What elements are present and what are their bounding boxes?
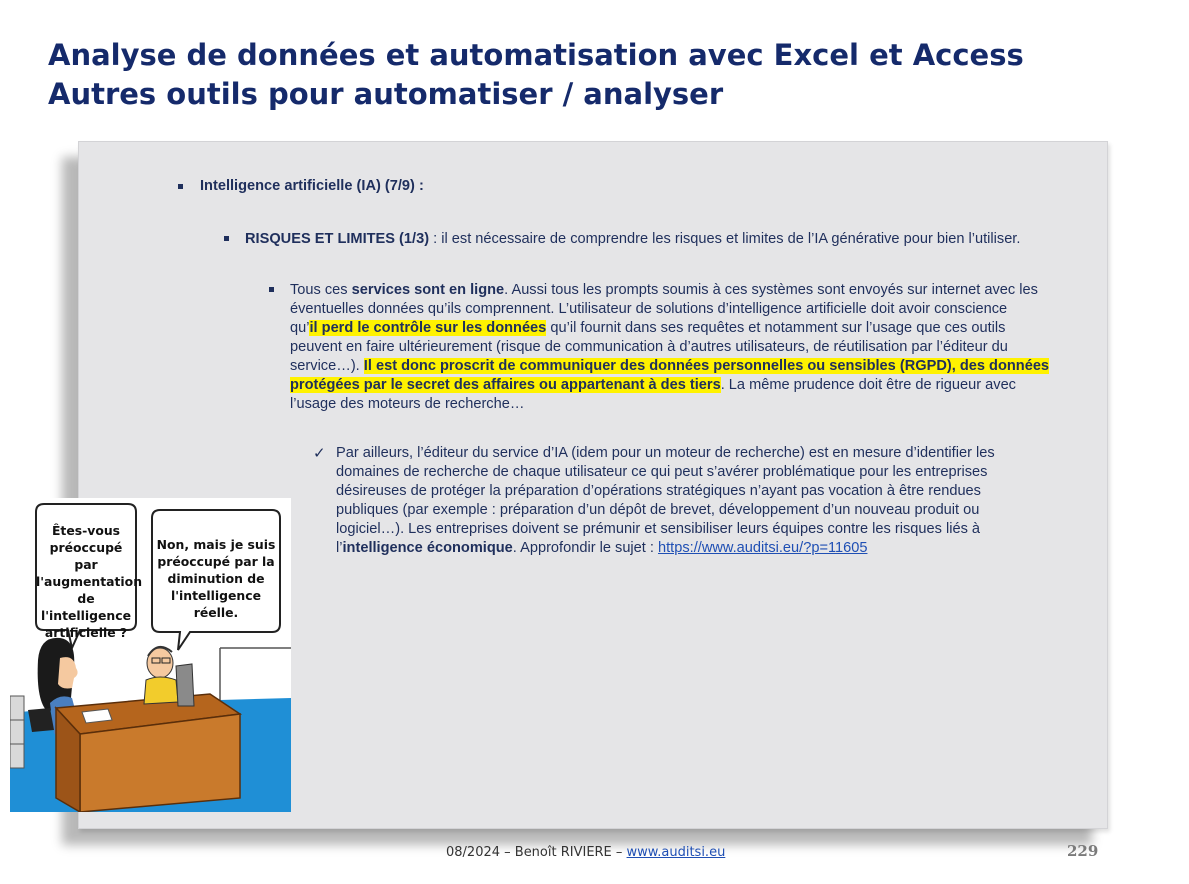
slide-subtitle: Autres outils pour automatiser / analyser: [48, 77, 724, 111]
bullet-level1: Intelligence artificielle (IA) (7/9) :: [200, 178, 424, 194]
article-link[interactable]: https://www.auditsi.eu/?p=11605: [658, 540, 868, 556]
bullet-square-icon: [224, 236, 229, 241]
text-segment: qu’: [290, 320, 310, 336]
highlighted-text: Il est donc proscrit de communiquer des données personnelles ou sensibles (RGPD), des données: [363, 358, 1050, 374]
paragraph-line: [290, 395, 1105, 414]
slide-title-block: [48, 36, 1024, 114]
paragraph-line: [336, 482, 1106, 501]
bullet-square-icon: [269, 287, 274, 292]
text-segment: qu’il fournit dans ses requêtes et notamment sur l’usage que ces outils: [546, 320, 1006, 336]
text-segment: service…).: [290, 358, 364, 374]
paragraph-line: [336, 463, 1106, 482]
paragraph-line: [290, 319, 1105, 338]
footer-link[interactable]: www.auditsi.eu: [626, 845, 726, 860]
slide-title: Analyse de données et automatisation avec Excel et Access: [48, 38, 1024, 72]
checkmark-icon: ✓: [313, 445, 326, 462]
bold-text: intelligence économique: [342, 540, 513, 556]
text-segment: . La même prudence doit être de rigueur avec: [720, 377, 1016, 393]
paragraph-line: [336, 520, 1106, 539]
text-segment: peuvent en faire ultérieurement (risque de communication à d’autres utilisateurs, de réutilisation par l’éditeur du: [290, 339, 1008, 355]
bullet-square-icon: [178, 184, 183, 189]
footer-text: 08/2024 – Benoît RIVIERE –: [446, 845, 627, 860]
risques-heading: RISQUES ET LIMITES (1/3): [245, 231, 430, 247]
paragraph-line: [290, 338, 1105, 357]
highlighted-text: protégées par le secret des affaires ou appartenant à des tiers: [290, 377, 721, 393]
paragraph-line: [290, 376, 1105, 395]
paragraph-services-en-ligne: [290, 281, 1105, 414]
text-segment: . Aussi tous les prompts soumis à ces systèmes sont envoyés sur internet avec les: [504, 282, 1038, 298]
text-segment: Par ailleurs, l’éditeur du service d’IA (idem pour un moteur de recherche) est en mesure d’identifier les: [336, 445, 995, 461]
text-segment: Tous ces: [290, 282, 352, 298]
risques-text: : il est nécessaire de comprendre les risques et limites de l’IA générative pour bien l’utiliser.: [429, 231, 1021, 247]
highlighted-text: il perd le contrôle sur les données: [309, 320, 547, 336]
text-segment: désireuses de protéger la préparation d’opérations stratégiques n’ayant pas vocation à être rendues: [336, 483, 981, 499]
page-number: 229: [1067, 842, 1099, 860]
paragraph-line: [336, 444, 1106, 463]
text-segment: logiciel…). Les entreprises doivent se prémunir et sensibiliser leurs équipes contre les risques liés à: [336, 521, 981, 537]
text-segment: domaines de recherche de chaque utilisateur ce qui peut s’avérer problématique pour les entreprises: [336, 464, 988, 480]
footer: [446, 845, 725, 860]
bold-text: services sont en ligne: [351, 282, 505, 298]
paragraph-editeur-service: [336, 444, 1106, 558]
text-segment: l’: [336, 540, 343, 556]
paragraph-line: [290, 357, 1105, 376]
bubble-right-text: Non, mais je suis préoccupé par la diminution de l'intelligence réelle.: [156, 537, 276, 620]
paragraph-line: [336, 539, 1106, 558]
paragraph-line: [290, 300, 1105, 319]
text-segment: éventuelles données qu’ils comprennent. L’utilisateur de solutions d’intelligence artificielle doit avoir conscience: [290, 301, 1008, 317]
text-segment: . Approfondir le sujet :: [512, 540, 659, 556]
text-segment: publiques (par exemple : préparation d’un dépôt de brevet, développement d’un nouveau produit ou: [336, 502, 980, 518]
bubble-left-text: Êtes-vous préoccupé par l'augmentation de l'intelligence artificielle ?: [36, 523, 143, 640]
paragraph-line: [290, 281, 1105, 300]
cartoon-image: [10, 498, 291, 812]
text-segment: l’usage des moteurs de recherche…: [290, 396, 525, 412]
bullet-level2: [245, 230, 1020, 249]
paragraph-line: [336, 501, 1106, 520]
